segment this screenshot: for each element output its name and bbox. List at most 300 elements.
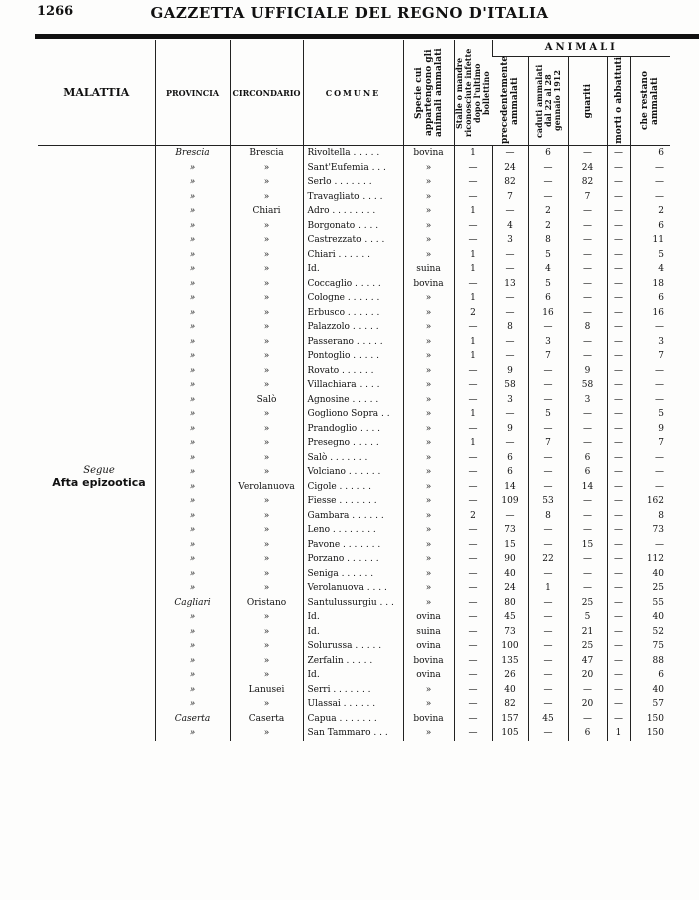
cell-circondario: Verolanuova	[230, 480, 303, 495]
cell-morti: —	[607, 465, 630, 480]
cell-circondario: »	[230, 625, 303, 640]
table-row	[38, 726, 670, 741]
cell-provincia: »	[155, 552, 230, 567]
cell-restano: 5	[630, 248, 670, 263]
cell-restano: —	[630, 378, 670, 393]
cell-caduti: —	[528, 654, 568, 669]
cell-provincia: »	[155, 726, 230, 741]
cell-stalle: —	[454, 712, 492, 727]
cell-morti: —	[607, 581, 630, 596]
cell-guariti: —	[568, 219, 607, 234]
cell-morti: —	[607, 538, 630, 553]
table-row	[38, 204, 670, 219]
cell-restano: 8	[630, 509, 670, 524]
cell-malattia	[38, 712, 155, 727]
cell-stalle: —	[454, 596, 492, 611]
cell-morti: —	[607, 262, 630, 277]
cell-malattia	[38, 204, 155, 219]
cell-stalle: —	[454, 422, 492, 437]
cell-morti: —	[607, 175, 630, 190]
cell-caduti: —	[528, 538, 568, 553]
cell-caduti: —	[528, 668, 568, 683]
cell-comune: Gogliono Sopra . .	[303, 407, 403, 422]
cell-precedentemente: 58	[492, 378, 528, 393]
cell-precedentemente: 80	[492, 596, 528, 611]
cell-malattia	[38, 190, 155, 205]
table-row	[38, 712, 670, 727]
col-malattia: MALATTIA	[38, 40, 155, 146]
cell-circondario: »	[230, 422, 303, 437]
cell-stalle: —	[454, 494, 492, 509]
cell-morti: —	[607, 712, 630, 727]
cell-provincia: »	[155, 610, 230, 625]
cell-comune: San Tammaro . . .	[303, 726, 403, 741]
table-row	[38, 509, 670, 524]
table-row	[38, 451, 670, 466]
cell-circondario: »	[230, 668, 303, 683]
cell-morti: —	[607, 277, 630, 292]
cell-precedentemente: 9	[492, 422, 528, 437]
cell-comune: Coccaglio . . . . .	[303, 277, 403, 292]
cell-specie: »	[403, 407, 454, 422]
table-row	[38, 596, 670, 611]
cell-precedentemente: —	[492, 146, 528, 161]
table-row	[38, 407, 670, 422]
table-row	[38, 567, 670, 582]
cell-malattia	[38, 523, 155, 538]
cell-provincia: Cagliari	[155, 596, 230, 611]
table-row	[38, 683, 670, 698]
cell-morti: —	[607, 697, 630, 712]
cell-stalle: —	[454, 610, 492, 625]
table-row	[38, 552, 670, 567]
cell-caduti: 5	[528, 407, 568, 422]
table-row	[38, 262, 670, 277]
cell-comune: Rivoltella . . . . .	[303, 146, 403, 161]
cell-specie: »	[403, 494, 454, 509]
epizootic-table	[38, 40, 670, 741]
cell-morti: —	[607, 393, 630, 408]
cell-specie: bovina	[403, 654, 454, 669]
cell-stalle: —	[454, 451, 492, 466]
cell-circondario: »	[230, 175, 303, 190]
cell-caduti: 53	[528, 494, 568, 509]
cell-circondario: »	[230, 219, 303, 234]
cell-provincia: »	[155, 291, 230, 306]
cell-stalle: 2	[454, 509, 492, 524]
cell-comune: Sant'Eufemia . . .	[303, 161, 403, 176]
cell-provincia: »	[155, 190, 230, 205]
cell-morti: 1	[607, 726, 630, 741]
cell-specie: »	[403, 219, 454, 234]
cell-specie: »	[403, 581, 454, 596]
cell-comune: Cologne . . . . . .	[303, 291, 403, 306]
cell-stalle: 1	[454, 262, 492, 277]
cell-restano: 40	[630, 567, 670, 582]
cell-comune: Villachiara . . . .	[303, 378, 403, 393]
cell-caduti: —	[528, 465, 568, 480]
cell-malattia	[38, 306, 155, 321]
cell-guariti: —	[568, 712, 607, 727]
cell-precedentemente: 90	[492, 552, 528, 567]
cell-morti: —	[607, 422, 630, 437]
cell-specie: »	[403, 567, 454, 582]
cell-comune: Presegno . . . . .	[303, 436, 403, 451]
cell-precedentemente: —	[492, 349, 528, 364]
cell-guariti: 8	[568, 320, 607, 335]
cell-specie: »	[403, 596, 454, 611]
cell-stalle: —	[454, 190, 492, 205]
cell-provincia: »	[155, 654, 230, 669]
cell-circondario: »	[230, 552, 303, 567]
table-row	[38, 233, 670, 248]
cell-specie: »	[403, 233, 454, 248]
cell-restano: 3	[630, 335, 670, 350]
cell-provincia: »	[155, 320, 230, 335]
cell-stalle: —	[454, 378, 492, 393]
table-row	[38, 306, 670, 321]
cell-precedentemente: 82	[492, 697, 528, 712]
cell-restano: 150	[630, 712, 670, 727]
cell-specie: »	[403, 175, 454, 190]
table-row	[38, 219, 670, 234]
cell-morti: —	[607, 349, 630, 364]
cell-circondario: Caserta	[230, 712, 303, 727]
cell-circondario: »	[230, 378, 303, 393]
cell-circondario: »	[230, 161, 303, 176]
cell-comune: Palazzolo . . . . .	[303, 320, 403, 335]
cell-stalle: —	[454, 393, 492, 408]
cell-stalle: 1	[454, 248, 492, 263]
page-title: GAZZETTA UFFICIALE DEL REGNO D'ITALIA	[150, 4, 549, 22]
table-row	[38, 364, 670, 379]
cell-restano: 18	[630, 277, 670, 292]
table-row	[38, 349, 670, 364]
cell-restano: —	[630, 465, 670, 480]
cell-restano: 150	[630, 726, 670, 741]
cell-morti: —	[607, 683, 630, 698]
table-row	[38, 668, 670, 683]
cell-restano: 162	[630, 494, 670, 509]
cell-provincia: »	[155, 451, 230, 466]
cell-comune: Travagliato . . . .	[303, 190, 403, 205]
cell-provincia: »	[155, 668, 230, 683]
cell-malattia	[38, 697, 155, 712]
cell-malattia	[38, 610, 155, 625]
cell-malattia	[38, 726, 155, 741]
cell-comune: Borgonato . . . .	[303, 219, 403, 234]
cell-malattia	[38, 509, 155, 524]
cell-restano: 55	[630, 596, 670, 611]
cell-malattia	[38, 625, 155, 640]
cell-precedentemente: 105	[492, 726, 528, 741]
disease-name: Afta epizootica	[52, 476, 146, 489]
cell-restano: 88	[630, 654, 670, 669]
cell-precedentemente: 26	[492, 668, 528, 683]
cell-restano: 6	[630, 668, 670, 683]
cell-comune: Passerano . . . . .	[303, 335, 403, 350]
table-row	[38, 378, 670, 393]
cell-malattia	[38, 146, 155, 161]
cell-malattia	[38, 233, 155, 248]
cell-stalle: —	[454, 364, 492, 379]
cell-comune: Volciano . . . . . .	[303, 465, 403, 480]
cell-provincia: »	[155, 509, 230, 524]
cell-stalle: —	[454, 480, 492, 495]
cell-guariti: 6	[568, 451, 607, 466]
cell-precedentemente: 14	[492, 480, 528, 495]
cell-specie: »	[403, 204, 454, 219]
cell-specie: suina	[403, 262, 454, 277]
cell-provincia: »	[155, 378, 230, 393]
cell-caduti: 22	[528, 552, 568, 567]
cell-comune: Capua . . . . . . .	[303, 712, 403, 727]
cell-morti: —	[607, 407, 630, 422]
cell-comune: Id.	[303, 668, 403, 683]
cell-malattia	[38, 161, 155, 176]
cell-caduti: 6	[528, 146, 568, 161]
cell-provincia: »	[155, 248, 230, 263]
cell-guariti: —	[568, 407, 607, 422]
cell-malattia	[38, 277, 155, 292]
cell-restano: —	[630, 538, 670, 553]
cell-circondario: Brescia	[230, 146, 303, 161]
cell-morti: —	[607, 625, 630, 640]
cell-circondario: »	[230, 726, 303, 741]
cell-specie: ovina	[403, 639, 454, 654]
cell-malattia	[38, 393, 155, 408]
cell-morti: —	[607, 596, 630, 611]
cell-caduti: 8	[528, 509, 568, 524]
cell-provincia: Brescia	[155, 146, 230, 161]
cell-circondario: »	[230, 494, 303, 509]
cell-guariti: 58	[568, 378, 607, 393]
cell-circondario: Lanusei	[230, 683, 303, 698]
cell-comune: Id.	[303, 610, 403, 625]
cell-restano: 7	[630, 436, 670, 451]
table-row	[38, 436, 670, 451]
cell-provincia: »	[155, 364, 230, 379]
cell-stalle: —	[454, 639, 492, 654]
cell-precedentemente: 7	[492, 190, 528, 205]
cell-morti: —	[607, 494, 630, 509]
cell-comune: Salò . . . . . . .	[303, 451, 403, 466]
cell-restano: —	[630, 175, 670, 190]
disease-label	[40, 465, 158, 489]
cell-guariti: 6	[568, 726, 607, 741]
table-row	[38, 625, 670, 640]
cell-precedentemente: —	[492, 291, 528, 306]
cell-circondario: »	[230, 436, 303, 451]
cell-restano: 25	[630, 581, 670, 596]
table-row	[38, 639, 670, 654]
cell-specie: »	[403, 422, 454, 437]
cell-caduti: —	[528, 190, 568, 205]
cell-guariti: —	[568, 581, 607, 596]
cell-guariti: —	[568, 277, 607, 292]
cell-stalle: 1	[454, 291, 492, 306]
cell-restano: 40	[630, 683, 670, 698]
cell-precedentemente: 24	[492, 581, 528, 596]
cell-stalle: —	[454, 538, 492, 553]
cell-guariti: 9	[568, 364, 607, 379]
cell-caduti: —	[528, 480, 568, 495]
cell-stalle: —	[454, 567, 492, 582]
cell-caduti: 16	[528, 306, 568, 321]
header-rule	[35, 34, 699, 39]
cell-guariti: —	[568, 204, 607, 219]
table-row	[38, 320, 670, 335]
cell-guariti: 14	[568, 480, 607, 495]
cell-malattia	[38, 596, 155, 611]
cell-precedentemente: 135	[492, 654, 528, 669]
col-guariti: guariti	[582, 83, 593, 118]
cell-provincia: »	[155, 204, 230, 219]
cell-caduti: —	[528, 596, 568, 611]
cell-caduti: —	[528, 451, 568, 466]
cell-specie: »	[403, 335, 454, 350]
cell-morti: —	[607, 335, 630, 350]
cell-malattia	[38, 175, 155, 190]
table-row	[38, 494, 670, 509]
cell-provincia: »	[155, 161, 230, 176]
cell-morti: —	[607, 654, 630, 669]
cell-circondario: »	[230, 306, 303, 321]
cell-caduti: —	[528, 175, 568, 190]
cell-specie: »	[403, 190, 454, 205]
cell-comune: Castrezzato . . . .	[303, 233, 403, 248]
cell-specie: »	[403, 291, 454, 306]
cell-precedentemente: 3	[492, 233, 528, 248]
cell-caduti: —	[528, 726, 568, 741]
cell-morti: —	[607, 219, 630, 234]
cell-specie: »	[403, 306, 454, 321]
cell-caduti: 7	[528, 349, 568, 364]
cell-restano: 7	[630, 349, 670, 364]
cell-caduti: —	[528, 683, 568, 698]
cell-circondario: »	[230, 509, 303, 524]
cell-provincia: »	[155, 306, 230, 321]
cell-stalle: 1	[454, 335, 492, 350]
col-animali: ANIMALI	[492, 40, 670, 56]
cell-morti: —	[607, 233, 630, 248]
cell-precedentemente: 40	[492, 683, 528, 698]
cell-circondario: »	[230, 451, 303, 466]
table-row	[38, 175, 670, 190]
cell-circondario: »	[230, 581, 303, 596]
cell-guariti: 82	[568, 175, 607, 190]
col-caduti: caduti ammalati dal 22 al 28 gennaio 1912	[533, 64, 562, 138]
cell-precedentemente: —	[492, 306, 528, 321]
cell-stalle: —	[454, 654, 492, 669]
cell-stalle: —	[454, 161, 492, 176]
cell-precedentemente: —	[492, 262, 528, 277]
cell-malattia	[38, 567, 155, 582]
cell-stalle: —	[454, 465, 492, 480]
cell-stalle: 1	[454, 204, 492, 219]
cell-specie: »	[403, 552, 454, 567]
cell-caduti: —	[528, 378, 568, 393]
cell-caduti: 6	[528, 291, 568, 306]
cell-restano: —	[630, 320, 670, 335]
cell-caduti: 3	[528, 335, 568, 350]
cell-caduti: 7	[528, 436, 568, 451]
cell-restano: —	[630, 480, 670, 495]
cell-comune: Chiari . . . . . .	[303, 248, 403, 263]
cell-comune: Erbusco . . . . . .	[303, 306, 403, 321]
cell-stalle: —	[454, 320, 492, 335]
cell-morti: —	[607, 161, 630, 176]
cell-precedentemente: —	[492, 248, 528, 263]
cell-restano: 6	[630, 146, 670, 161]
cell-caduti: —	[528, 393, 568, 408]
cell-guariti: 25	[568, 596, 607, 611]
cell-restano: 6	[630, 291, 670, 306]
cell-specie: »	[403, 451, 454, 466]
cell-guariti: —	[568, 146, 607, 161]
cell-restano: —	[630, 364, 670, 379]
cell-precedentemente: —	[492, 335, 528, 350]
cell-caduti: —	[528, 523, 568, 538]
cell-precedentemente: 109	[492, 494, 528, 509]
cell-caduti: —	[528, 639, 568, 654]
cell-circondario: »	[230, 320, 303, 335]
cell-provincia: »	[155, 465, 230, 480]
cell-guariti: —	[568, 335, 607, 350]
cell-provincia: »	[155, 393, 230, 408]
cell-circondario: »	[230, 697, 303, 712]
cell-morti: —	[607, 509, 630, 524]
cell-circondario: Oristano	[230, 596, 303, 611]
cell-precedentemente: —	[492, 436, 528, 451]
cell-stalle: —	[454, 552, 492, 567]
cell-circondario: »	[230, 262, 303, 277]
cell-guariti: —	[568, 248, 607, 263]
col-precedentemente: precedentemente ammalati	[499, 55, 520, 144]
cell-malattia	[38, 683, 155, 698]
cell-comune: Id.	[303, 262, 403, 277]
cell-restano: 73	[630, 523, 670, 538]
table-row	[38, 393, 670, 408]
cell-caduti: —	[528, 625, 568, 640]
cell-comune: Gambara . . . . . .	[303, 509, 403, 524]
cell-comune: Santulussurgiu . . .	[303, 596, 403, 611]
cell-malattia	[38, 436, 155, 451]
cell-specie: »	[403, 523, 454, 538]
cell-malattia	[38, 422, 155, 437]
cell-precedentemente: 6	[492, 465, 528, 480]
cell-morti: —	[607, 146, 630, 161]
cell-specie: »	[403, 480, 454, 495]
cell-provincia: »	[155, 219, 230, 234]
cell-morti: —	[607, 190, 630, 205]
cell-stalle: 1	[454, 146, 492, 161]
cell-provincia: Caserta	[155, 712, 230, 727]
cell-comune: Verolanuova . . . .	[303, 581, 403, 596]
cell-comune: Seniga . . . . . .	[303, 567, 403, 582]
cell-morti: —	[607, 306, 630, 321]
cell-circondario: »	[230, 610, 303, 625]
cell-stalle: —	[454, 697, 492, 712]
cell-guariti: —	[568, 494, 607, 509]
cell-restano: 75	[630, 639, 670, 654]
cell-malattia	[38, 668, 155, 683]
cell-specie: »	[403, 683, 454, 698]
cell-precedentemente: —	[492, 509, 528, 524]
cell-comune: Serlo . . . . . . .	[303, 175, 403, 190]
cell-provincia: »	[155, 436, 230, 451]
cell-provincia: »	[155, 262, 230, 277]
